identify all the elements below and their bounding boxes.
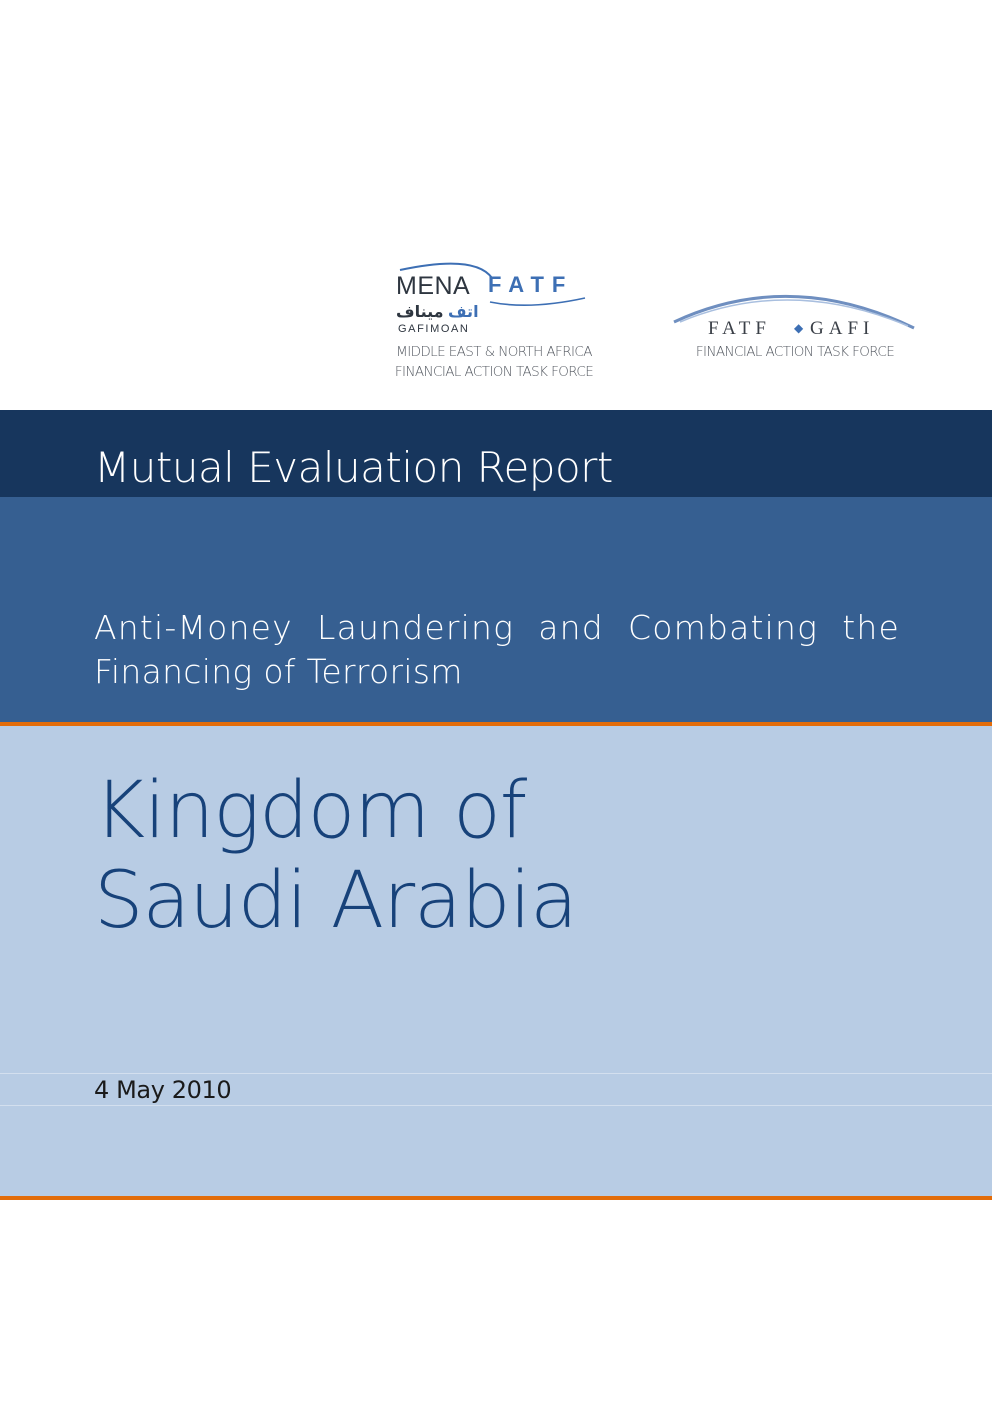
svg-text:GAFI: GAFI	[810, 318, 875, 339]
subtitle-line-1: Anti-Money Laundering and Combating the	[94, 608, 900, 647]
orange-divider-bottom	[0, 1196, 992, 1200]
menafatf-caption-line2: FINANCIAL ACTION TASK FORCE	[394, 364, 594, 380]
country-name-line-2: Saudi Arabia	[94, 856, 577, 946]
report-subtitle	[94, 606, 900, 694]
svg-text:FATF: FATF	[708, 318, 771, 339]
svg-text:MENA: MENA	[396, 272, 471, 300]
report-title: Mutual Evaluation Report	[94, 443, 613, 492]
svg-text:FATF: FATF	[488, 272, 574, 297]
svg-text:اتف: اتف	[448, 302, 479, 321]
svg-text:◆: ◆	[794, 321, 804, 335]
fatf-caption: FINANCIAL ACTION TASK FORCE	[695, 344, 895, 360]
menafatf-caption-line1: MIDDLE EAST & NORTH AFRICA	[396, 344, 592, 360]
svg-text:GAFIMOAN: GAFIMOAN	[398, 323, 470, 335]
report-date: 4 May 2010	[94, 1076, 232, 1104]
subtitle-line-2: Financing of Terrorism	[94, 652, 463, 691]
svg-text:ميناف: ميناف	[396, 302, 444, 321]
country-name-line-1: Kingdom of	[94, 766, 527, 856]
